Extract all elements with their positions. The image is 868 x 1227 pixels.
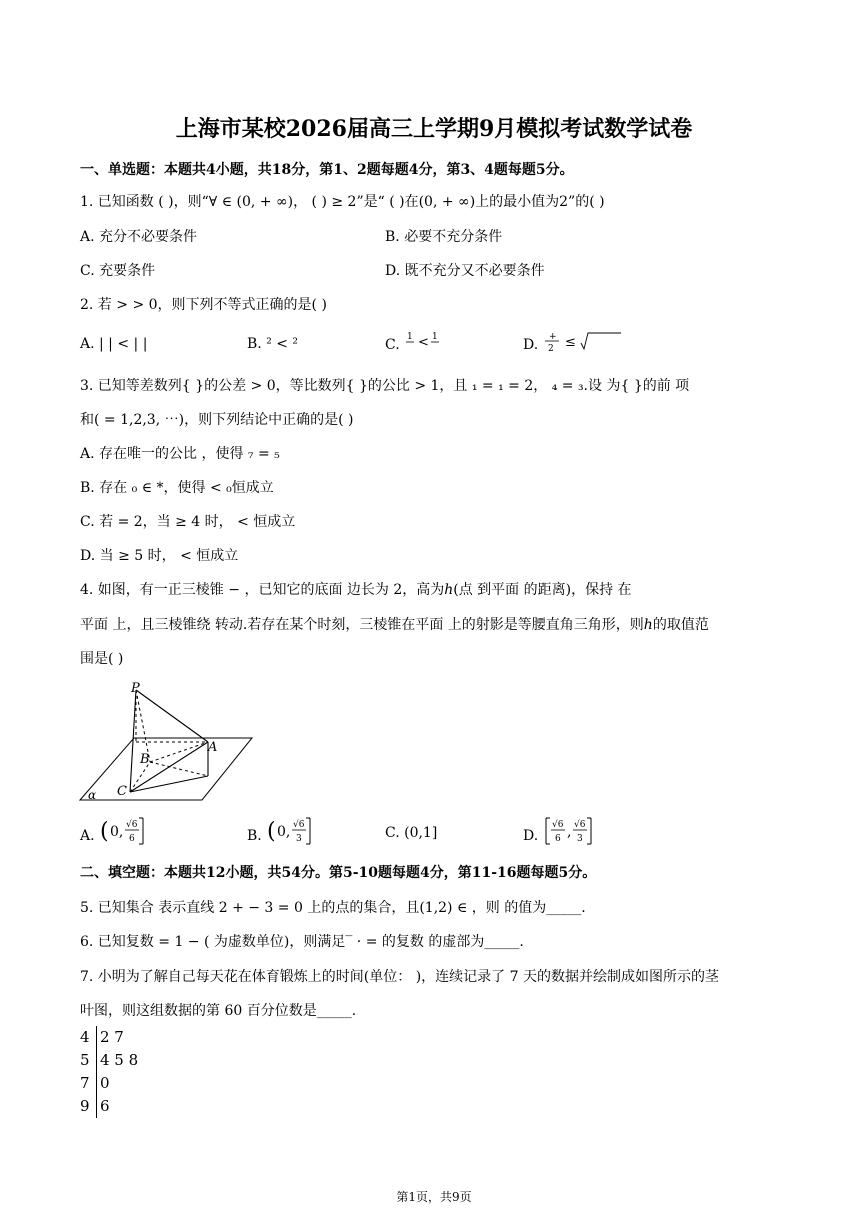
- svg-text:1: 1: [432, 332, 438, 342]
- stem-value: 4: [80, 1028, 90, 1046]
- q5-stem: 5. 已知集合 表示直线 2 + − 3 = 0 上的点的集合，且(1,2) ∈ ，则 的值为_____.: [80, 900, 586, 916]
- svg-text:(: (: [267, 819, 276, 844]
- q2-option-d: D.: [523, 337, 539, 353]
- q3-line-2: 和( = 1,2,3, ⋯)，则下列结论中正确的是( ): [80, 412, 354, 428]
- stem-value: 9: [80, 1097, 90, 1115]
- q4-option-b-interval: [266, 814, 326, 848]
- svg-text:2: 2: [547, 344, 554, 354]
- vertex-label-b: B: [140, 752, 150, 767]
- q4-option-b-wrap[interactable]: [247, 819, 326, 848]
- q2-option-b[interactable]: B. ² < ²: [247, 336, 299, 352]
- svg-text:√6: √6: [573, 820, 586, 830]
- vertex-label-c: C: [117, 784, 127, 799]
- svg-text:(: (: [100, 819, 109, 844]
- svg-text:3: 3: [296, 834, 302, 844]
- q1-option-d[interactable]: D. 既不充分又不必要条件: [385, 263, 545, 279]
- svg-text:0,: 0,: [277, 824, 291, 840]
- leaf-values: 2 7: [100, 1028, 124, 1046]
- stem-leaf-divider: [96, 1026, 97, 1118]
- q4-option-a-wrap[interactable]: [80, 819, 159, 848]
- q4-option-d-wrap[interactable]: [523, 820, 613, 848]
- q4-line-2: 平面 上，且三棱锥绕 转动.若存在某个时刻，三棱锥在平面 上的射影是等腰直角三角形，则ℎ的取值范: [80, 617, 709, 633]
- q7-line-2: 叶图，则这组数据的第 60 百分位数是_____.: [80, 1003, 357, 1019]
- q2-option-a[interactable]: A. | | < | |: [80, 336, 148, 352]
- q4-option-d-interval: [543, 814, 613, 848]
- svg-text:√6: √6: [551, 820, 564, 830]
- q4-option-a-interval: [99, 814, 159, 848]
- q2-option-c-fractions: [404, 329, 444, 355]
- stem-row-1: [80, 1026, 124, 1048]
- q3-option-d[interactable]: D. 当 ≥ 5 时， < 恒成立: [80, 548, 239, 564]
- pyramid-figure: [78, 680, 258, 804]
- q3-line-1: 3. 已知等差数列{ }的公差 > 0，等比数列{ }的公比 > 1，且 ₁ = ₁ = 2， ₄ = ₃.设 为{ }的前 项: [80, 378, 690, 394]
- svg-text:1: 1: [407, 332, 413, 342]
- svg-text:√6: √6: [293, 820, 305, 830]
- vertex-label-a: A: [208, 740, 218, 755]
- q1-option-c[interactable]: C. 充要条件: [80, 263, 156, 279]
- svg-text:√6: √6: [126, 820, 138, 830]
- leaf-values: 0: [100, 1074, 110, 1092]
- q1-stem: 1. 已知函数 ( )，则“∀ ∈ (0, + ∞)， ( ) ≥ 2”是“ ( )在(0, + ∞)上的最小值为2”的( ): [80, 194, 605, 210]
- q4-option-b: B.: [247, 828, 262, 844]
- q4-line-1: 4. 如图，有一正三棱锥 − ，已知它的底面 边长为 2，高为ℎ(点 到平面 的距离)，保持 在: [80, 582, 632, 598]
- q4-option-d: D.: [523, 828, 539, 844]
- svg-text:6: 6: [129, 834, 135, 844]
- svg-text:3: 3: [576, 834, 583, 844]
- q2-option-c-wrap[interactable]: [385, 332, 444, 355]
- q6-stem: 6. 已知复数 = 1 − ( 为虚数单位)，则满足‾ · = 的复数 的虚部为_____.: [80, 934, 524, 950]
- q1-option-a[interactable]: A. 充分不必要条件: [80, 229, 198, 245]
- q2-option-d-wrap[interactable]: [523, 332, 623, 355]
- leaf-values: 4 5 8: [100, 1051, 139, 1069]
- q4-line-3: 围是( ): [80, 651, 124, 667]
- q1-option-b[interactable]: B. 必要不充分条件: [385, 229, 503, 245]
- q2-option-d-expression: [543, 329, 623, 355]
- stem-row-3: [80, 1072, 110, 1094]
- section-1-heading: 一、单选题：本题共4小题，共18分，第1、2题每题4分，第3、4题每题5分。: [80, 162, 574, 178]
- stem-value: 7: [80, 1074, 90, 1092]
- leaf-values: 6: [100, 1097, 110, 1115]
- section-2-heading: 二、填空题：本题共12小题，共54分。第5-10题每题4分，第11-16题每题5分。: [80, 865, 597, 881]
- q2-stem: 2. 若 > > 0，则下列不等式正确的是( ): [80, 297, 327, 313]
- q2-option-c: C.: [385, 337, 400, 353]
- exam-title: 上海市某校2026届高三上学期9月模拟考试数学试卷: [175, 116, 693, 142]
- q4-option-c[interactable]: C. (0,1]: [385, 825, 438, 841]
- svg-text:<: <: [418, 335, 430, 350]
- svg-text:0,: 0,: [110, 824, 124, 840]
- q3-option-a[interactable]: A. 存在唯一的公比 ，使得 ₇ = ₅: [80, 446, 280, 462]
- plane-label-alpha: α: [88, 788, 97, 802]
- svg-text:+: +: [548, 332, 557, 342]
- svg-text:6: 6: [554, 834, 561, 844]
- stem-row-2: [80, 1049, 139, 1071]
- q7-line-1: 7. 小明为了解自己每天花在体育锻炼上的时间(单位： )，连续记录了 7 天的数据并绘制成如图所示的茎: [80, 969, 719, 985]
- svg-text:≤: ≤: [564, 335, 576, 350]
- stem-value: 5: [80, 1051, 90, 1069]
- q4-option-a: A.: [80, 828, 95, 844]
- svg-text:,: ,: [566, 824, 572, 840]
- q3-option-c[interactable]: C. 若 = 2，当 ≥ 4 时， < 恒成立: [80, 514, 296, 530]
- q3-option-b[interactable]: B. 存在 ₀ ∈ *，使得 < ₀恒成立: [80, 480, 274, 496]
- stem-row-4: [80, 1095, 110, 1117]
- vertex-label-p: P: [131, 681, 140, 696]
- page-footer: 第1页，共9页: [396, 1190, 472, 1204]
